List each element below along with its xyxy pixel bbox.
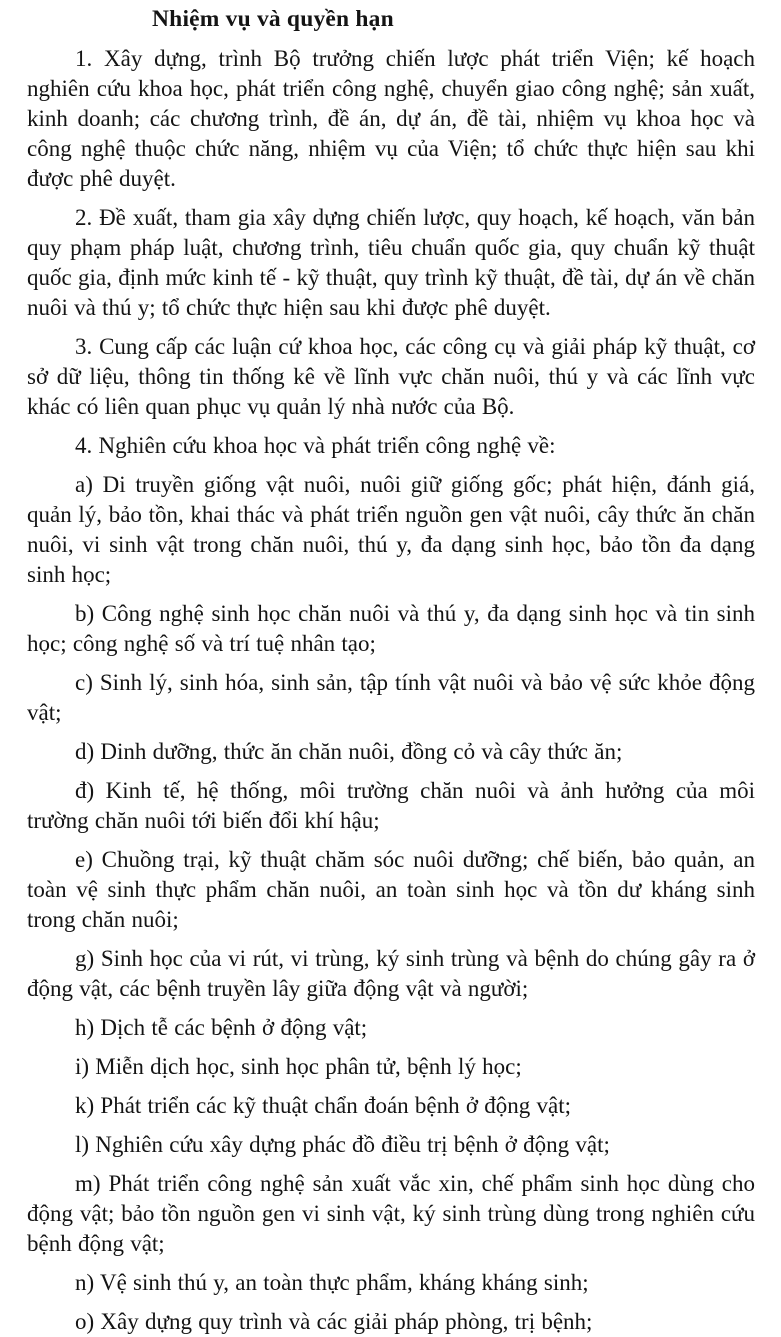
item-i: i) Miễn dịch học, sinh học phân tử, bệnh lý học; (75, 1054, 522, 1079)
item-dd: đ) Kinh tế, hệ thống, môi trường chăn nuôi và ảnh hưởng của môi trường chăn nuôi tới biến đổi khí hậu; (27, 778, 755, 833)
clause-3: 3. Cung cấp các luận cứ khoa học, các công cụ và giải pháp kỹ thuật, cơ sở dữ liệu, thông tin thống kê về lĩnh vực chăn nuôi, thú y và các lĩnh vực khác có liên quan phục vụ quản lý nhà nước của Bộ. (27, 334, 755, 419)
section-title: Nhiệm vụ và quyền hạn (152, 6, 394, 32)
item-k: k) Phát triển các kỹ thuật chẩn đoán bệnh ở động vật; (75, 1093, 572, 1118)
clause-4: 4. Nghiên cứu khoa học và phát triển công nghệ về: (75, 433, 556, 458)
clause-2: 2. Đề xuất, tham gia xây dựng chiến lược, quy hoạch, kế hoạch, văn bản quy phạm pháp luật, chương trình, tiêu chuẩn quốc gia, quy chuẩn kỹ thuật quốc gia, định mức kinh tế - kỹ thuật, quy trình kỹ thuật, đề tài, dự án về chăn nuôi và thú y; tổ chức thực hiện sau khi được phê duyệt. (27, 205, 755, 320)
item-l: l) Nghiên cứu xây dựng phác đồ điều trị bệnh ở động vật; (75, 1132, 610, 1157)
item-m: m) Phát triển công nghệ sản xuất vắc xin, chế phẩm sinh học dùng cho động vật; bảo tồn nguồn gen vi sinh vật, ký sinh trùng dùng trong nghiên cứu bệnh động vật; (27, 1171, 755, 1256)
item-e: e) Chuồng trại, kỹ thuật chăm sóc nuôi dưỡng; chế biến, bảo quản, an toàn vệ sinh thực phẩm chăn nuôi, an toàn sinh học và tồn dư kháng sinh trong chăn nuôi; (27, 847, 755, 932)
item-d: d) Dinh dưỡng, thức ăn chăn nuôi, đồng cỏ và cây thức ăn; (75, 739, 623, 764)
item-c: c) Sinh lý, sinh hóa, sinh sản, tập tính vật nuôi và bảo vệ sức khỏe động vật; (27, 670, 755, 725)
item-a: a) Di truyền giống vật nuôi, nuôi giữ giống gốc; phát hiện, đánh giá, quản lý, bảo tồn, khai thác và phát triển nguồn gen vật nuôi, cây thức ăn chăn nuôi, vi sinh vật trong chăn nuôi, thú y, đa dạng sinh học, bảo tồn đa dạng sinh học; (27, 472, 755, 587)
clause-1: 1. Xây dựng, trình Bộ trưởng chiến lược phát triển Viện; kế hoạch nghiên cứu khoa học, phát triển công nghệ, chuyển giao công nghệ; sản xuất, kinh doanh; các chương trình, đề án, dự án, đề tài, nhiệm vụ khoa học và công nghệ thuộc chức năng, nhiệm vụ của Viện; tổ chức thực hiện sau khi được phê duyệt. (27, 46, 755, 191)
item-n: n) Vệ sinh thú y, an toàn thực phẩm, kháng kháng sinh; (75, 1270, 589, 1295)
item-b: b) Công nghệ sinh học chăn nuôi và thú y, đa dạng sinh học và tin sinh học; công nghệ số và trí tuệ nhân tạo; (27, 601, 755, 656)
item-h: h) Dịch tễ các bệnh ở động vật; (75, 1015, 368, 1040)
item-g: g) Sinh học của vi rút, vi trùng, ký sinh trùng và bệnh do chúng gây ra ở động vật, các bệnh truyền lây giữa động vật và người; (27, 946, 755, 1001)
item-o: o) Xây dựng quy trình và các giải pháp phòng, trị bệnh; (75, 1309, 593, 1334)
